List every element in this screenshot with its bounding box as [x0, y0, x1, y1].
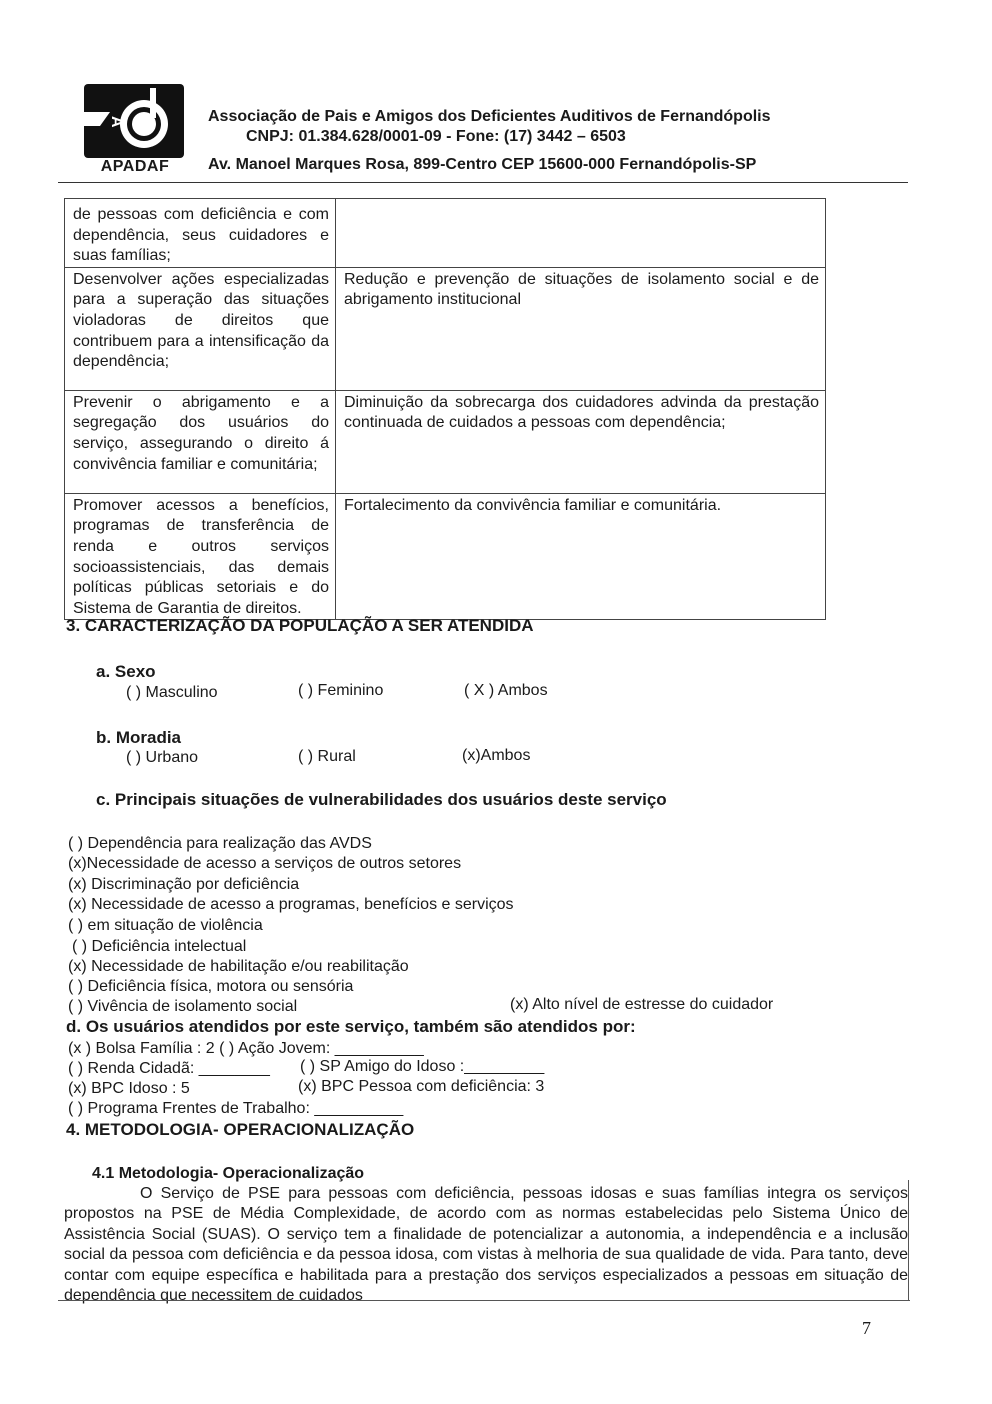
svg-text:A: A	[108, 116, 125, 128]
table-cell: Promover acessos a benefícios, programas de transferência de renda e outros serviços socioassistenciais, das demais políticas públicas setoriais e do Sistema de Garantia de direitos.	[65, 493, 336, 620]
page-number: 7	[862, 1318, 871, 1338]
org-address: Av. Manoel Marques Rosa, 899-Centro CEP 15600-000 Fernandópolis-SP	[208, 156, 757, 173]
list-item: ( ) Dependência para realização das AVDS	[68, 835, 372, 852]
table-row	[65, 390, 826, 493]
beneficio-line: (x) BPC Pessoa com deficiência: 3	[298, 1078, 545, 1095]
sexo-option-masculino: ( ) Masculino	[126, 684, 218, 701]
list-item: (x) Alto nível de estresse do cuidador	[510, 996, 774, 1013]
beneficio-line: ( ) Programa Frentes de Trabalho: __________	[68, 1100, 404, 1117]
org-name: Associação de Pais e Amigos dos Deficientes Auditivos de Fernandópolis	[208, 108, 771, 125]
section-4-1-subtitle: 4.1 Metodologia- Operacionalização	[92, 1165, 365, 1182]
sexo-label: a. Sexo	[96, 662, 156, 681]
list-item: (x) Necessidade de habilitação e/ou reabilitação	[68, 958, 409, 975]
table-cell: Diminuição da sobrecarga dos cuidadores advinda da prestação continuada de cuidados a pessoas com dependência;	[336, 390, 826, 493]
table-cell: Redução e prevenção de situações de isolamento social e de abrigamento institucional	[336, 267, 826, 390]
moradia-option-urbano: ( ) Urbano	[126, 749, 199, 766]
moradia-option-rural: ( ) Rural	[298, 748, 356, 765]
list-item: (x)Necessidade de acesso a serviços de outros setores	[68, 855, 462, 872]
sexo-option-ambos: ( X ) Ambos	[464, 682, 548, 699]
beneficio-line: (x) BPC Idoso : 5	[68, 1080, 190, 1097]
margin-line-bottom	[58, 1300, 910, 1301]
paragraph-text: O Serviço de PSE para pessoas com deficiência, pessoas idosas e suas famílias integra os serviços propostos na PSE de Média Complexidade, de acordo com as normas estabelecidas pelo Sistema Único de Assistência Social (SUAS). O serviço tem a finalidade de potencializar a autonomia, a independência e a inclusão social da pessoa com deficiência e da pessoa idosa, com vistas à melhoria de sua qualidade de vida. Para tanto, deve contar com equipe específica e habilitada para a prestação dos serviços especializados a pessoas em situação de dependência que necessitem de cuidados	[64, 1185, 908, 1305]
table-cell: Prevenir o abrigamento e a segregação dos usuários do serviço, assegurando o direito á convivência familiar e comunitária;	[65, 390, 336, 493]
beneficio-line: ( ) Renda Cidadã: ________	[68, 1060, 270, 1077]
margin-line-right	[908, 1180, 909, 1300]
list-item: ( ) Deficiência intelectual	[72, 938, 247, 955]
org-cnpj: CNPJ: 01.384.628/0001-09 - Fone: (17) 3442 – 6503	[246, 128, 626, 145]
beneficios-label: d. Os usuários atendidos por este serviço, também são atendidos por:	[66, 1017, 636, 1036]
objectives-table	[64, 198, 826, 620]
beneficio-line: ( ) SP Amigo do Idoso :_________	[300, 1058, 545, 1075]
table-cell: de pessoas com deficiência e com dependência, seus cuidadores e suas famílias;	[65, 199, 336, 268]
section-4-title: 4. METODOLOGIA- OPERACIONALIZAÇÃO	[66, 1120, 415, 1139]
list-item: (x) Necessidade de acesso a programas, benefícios e serviços	[68, 896, 514, 913]
beneficio-line: (x ) Bolsa Família : 2 ( ) Ação Jovem: __________	[68, 1040, 424, 1057]
table-row	[65, 493, 826, 620]
moradia-label: b. Moradia	[96, 728, 182, 747]
table-cell: Desenvolver ações especializadas para a superação das situações violadoras de direitos que contribuem para a intensificação da dependência;	[65, 267, 336, 390]
table-cell: Fortalecimento da convivência familiar e comunitária.	[336, 493, 826, 620]
moradia-option-ambos: (x)Ambos	[462, 747, 531, 764]
table-row	[65, 199, 826, 268]
list-item: ( ) Vivência de isolamento social	[68, 998, 298, 1015]
table-row	[65, 267, 826, 390]
list-item: (x) Discriminação por deficiência	[68, 876, 300, 893]
header-divider	[58, 182, 908, 183]
logo-text: APADAF	[100, 158, 170, 175]
list-item: ( ) Deficiência física, motora ou sensória	[68, 978, 354, 995]
vulnerabilities-label: c. Principais situações de vulnerabilidades dos usuários deste serviço	[96, 790, 667, 809]
table-cell	[336, 199, 826, 268]
section-3-title: 3. CARACTERIZAÇÃO DA POPULAÇÃO A SER ATENDIDA	[66, 616, 534, 635]
sexo-option-feminino: ( ) Feminino	[298, 682, 384, 699]
methodology-paragraph	[64, 1184, 908, 1306]
list-item: ( ) em situação de violência	[68, 917, 263, 934]
